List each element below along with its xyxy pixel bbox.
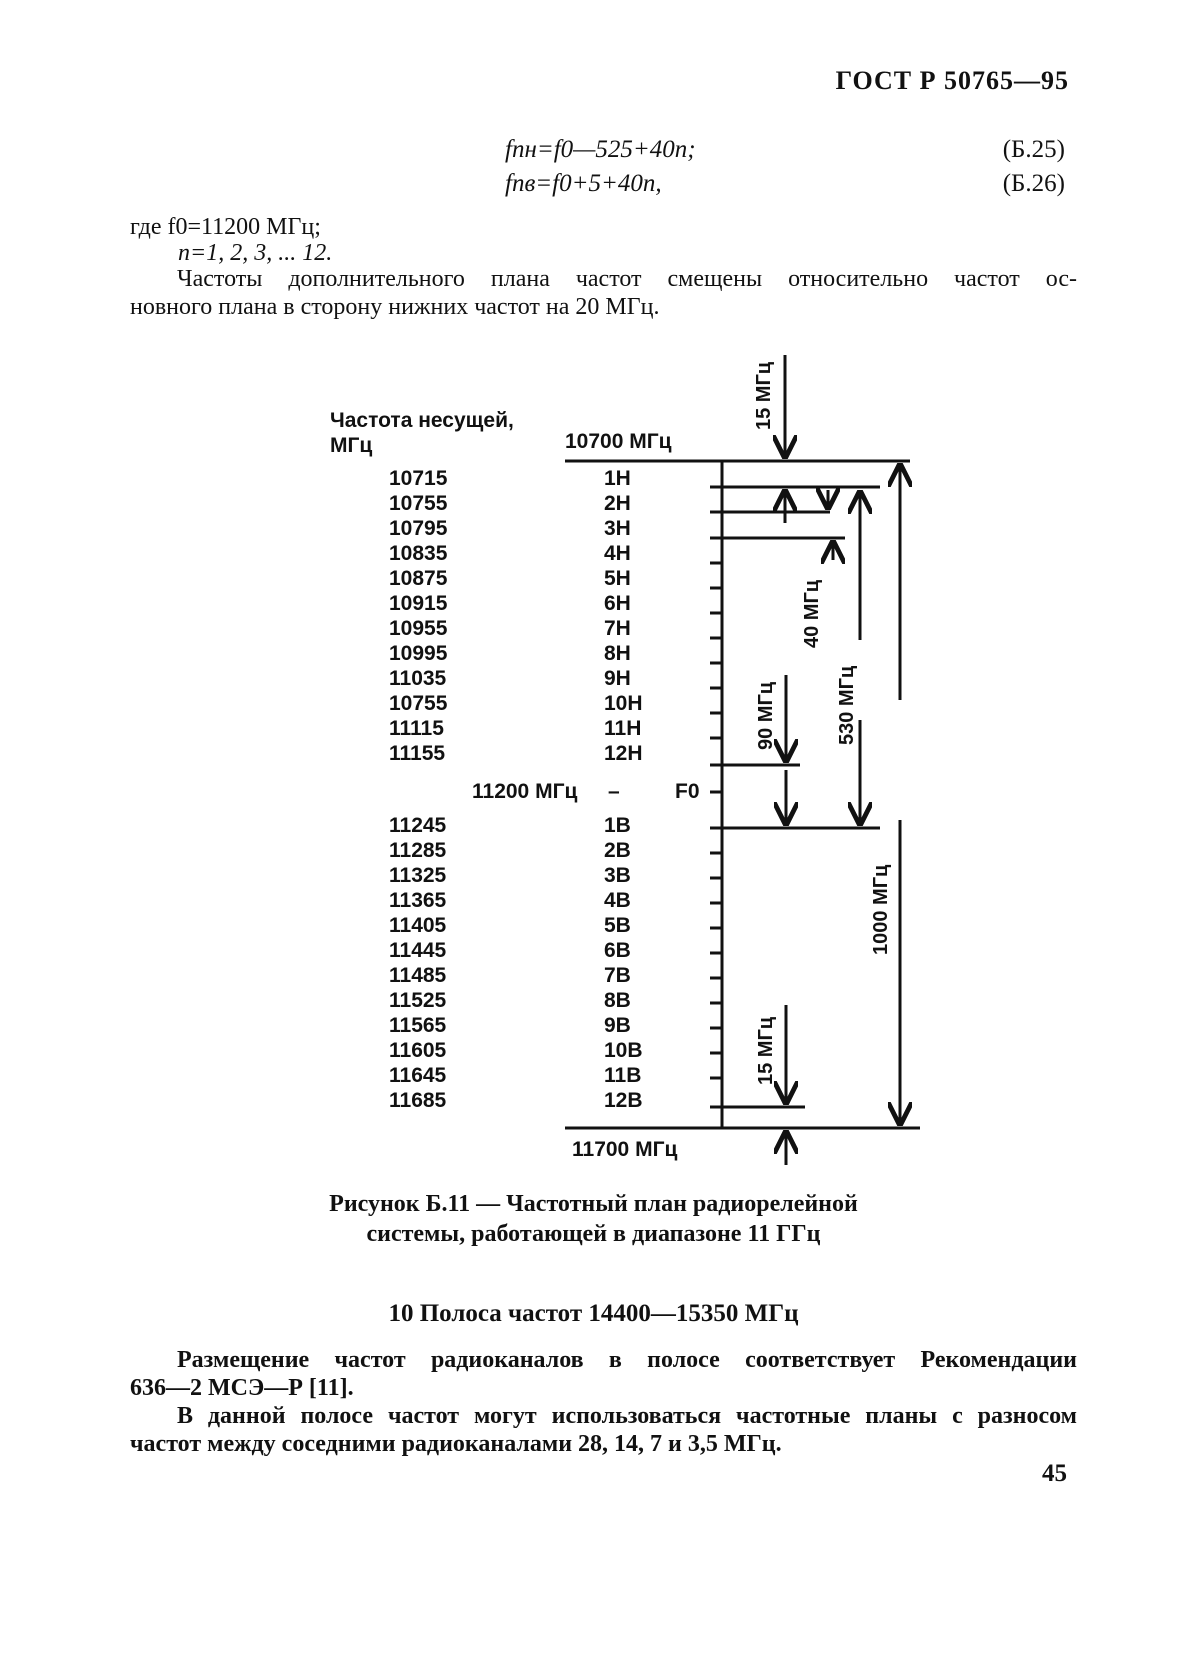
high-row-channel: 2В bbox=[604, 839, 631, 862]
low-row-channel: 11Н bbox=[604, 717, 642, 740]
high-row-channel: 1В bbox=[604, 814, 631, 837]
high-row-freq: 11485 bbox=[389, 964, 447, 987]
low-row-freq: 10795 bbox=[389, 517, 448, 540]
high-row-freq: 11605 bbox=[389, 1039, 447, 1062]
formula-b26-number: (Б.26) bbox=[1002, 170, 1065, 197]
high-row-channel: 5В bbox=[604, 914, 631, 937]
low-row-channel: 3Н bbox=[604, 517, 631, 540]
high-row-freq: 11365 bbox=[389, 889, 447, 912]
high-row-channel: 3В bbox=[604, 864, 631, 887]
low-row-channel: 8Н bbox=[604, 642, 631, 665]
high-row-freq: 11405 bbox=[389, 914, 447, 937]
high-channel-rows bbox=[389, 814, 643, 1112]
section-title: 10 Полоса частот 14400—15350 МГц bbox=[388, 1300, 799, 1327]
where-line-2: n=1, 2, 3, ... 12. bbox=[178, 240, 333, 266]
low-row-channel: 1Н bbox=[604, 467, 631, 490]
where-line-1: где f0=11200 МГц; bbox=[130, 214, 321, 240]
center-frequency-label: 11200 МГц bbox=[472, 780, 578, 803]
column-header-line-2: МГц bbox=[330, 434, 373, 457]
high-row-channel: 11В bbox=[604, 1064, 642, 1087]
low-row-freq: 10955 bbox=[389, 617, 448, 640]
paragraph-1-line-1: Частоты дополнительного плана частот смещены относительно частот ос- bbox=[177, 266, 1077, 292]
paragraph-2-line-1: Размещение частот радиоканалов в полосе соответствует Рекомендации bbox=[177, 1347, 1077, 1373]
low-row-channel: 5Н bbox=[604, 567, 631, 590]
low-row-channel: 4Н bbox=[604, 542, 631, 565]
low-row-freq: 10835 bbox=[389, 542, 448, 565]
document-header: ГОСТ Р 50765—95 bbox=[835, 66, 1069, 95]
bottom-frequency-label: 11700 МГц bbox=[572, 1138, 678, 1161]
column-header-line-1: Частота несущей, bbox=[330, 409, 514, 432]
low-row-freq: 10715 bbox=[389, 467, 448, 490]
high-row-channel: 6В bbox=[604, 939, 631, 962]
formula-b25: fпн=f0—525+40n; bbox=[505, 136, 696, 163]
high-row-freq: 11325 bbox=[389, 864, 447, 887]
high-row-freq: 11525 bbox=[389, 989, 447, 1012]
high-row-channel: 10В bbox=[604, 1039, 643, 1062]
high-row-channel: 12В bbox=[604, 1089, 643, 1112]
figure-caption-line-2: системы, работающей в диапазоне 11 ГГц bbox=[366, 1221, 821, 1247]
dim-label-40mhz: 40 МГц bbox=[801, 579, 823, 648]
high-row-channel: 9В bbox=[604, 1014, 631, 1037]
dim-label-15mhz-top: 15 МГц bbox=[753, 361, 775, 430]
high-row-freq: 11645 bbox=[389, 1064, 447, 1087]
low-row-freq: 10875 bbox=[389, 567, 448, 590]
paragraph-2-line-2: 636—2 МСЭ—Р [11]. bbox=[130, 1375, 354, 1401]
high-row-freq: 11445 bbox=[389, 939, 447, 962]
f0-label: F0 bbox=[675, 780, 700, 803]
high-row-freq: 11565 bbox=[389, 1014, 447, 1037]
paragraph-1-line-2: новного плана в сторону нижних частот на 20 МГц. bbox=[130, 294, 660, 320]
low-row-channel: 6Н bbox=[604, 592, 631, 615]
low-row-freq: 11115 bbox=[389, 717, 444, 740]
low-row-freq: 10915 bbox=[389, 592, 448, 615]
low-row-freq: 10755 bbox=[389, 692, 448, 715]
low-row-freq: 11035 bbox=[389, 667, 447, 690]
low-row-channel: 10Н bbox=[604, 692, 643, 715]
dim-label-15mhz-bottom: 15 МГц bbox=[755, 1016, 777, 1085]
low-row-channel: 12Н bbox=[604, 742, 643, 765]
low-row-channel: 9Н bbox=[604, 667, 631, 690]
low-row-channel: 7Н bbox=[604, 617, 631, 640]
paragraph-3-line-2: частот между соседними радиоканалами 28, 14, 7 и 3,5 МГц. bbox=[130, 1431, 782, 1457]
dim-label-90mhz: 90 МГц bbox=[755, 681, 777, 750]
page-number: 45 bbox=[1042, 1460, 1067, 1487]
dim-label-1000mhz: 1000 МГц bbox=[870, 864, 892, 955]
low-row-freq: 11155 bbox=[389, 742, 446, 765]
dimension-arrows bbox=[785, 355, 900, 1165]
high-row-channel: 4В bbox=[604, 889, 631, 912]
high-row-channel: 8В bbox=[604, 989, 631, 1012]
top-frequency-label: 10700 МГц bbox=[565, 430, 672, 453]
high-row-freq: 11285 bbox=[389, 839, 447, 862]
high-row-channel: 7В bbox=[604, 964, 631, 987]
low-row-freq: 10995 bbox=[389, 642, 448, 665]
low-channel-rows bbox=[389, 467, 643, 765]
low-row-freq: 10755 bbox=[389, 492, 448, 515]
center-dash: – bbox=[608, 780, 620, 803]
dim-label-530mhz: 530 МГц bbox=[836, 665, 858, 745]
low-row-channel: 2Н bbox=[604, 492, 631, 515]
figure-caption-line-1: Рисунок Б.11 — Частотный план радиорелейной bbox=[329, 1191, 858, 1217]
formula-b26: fпв=f0+5+40n, bbox=[505, 170, 662, 197]
high-row-freq: 11245 bbox=[389, 814, 447, 837]
paragraph-3-line-1: В данной полосе частот могут использоваться частотные планы с разносом bbox=[177, 1403, 1077, 1429]
high-row-freq: 11685 bbox=[389, 1089, 447, 1112]
formula-b25-number: (Б.25) bbox=[1002, 136, 1065, 163]
